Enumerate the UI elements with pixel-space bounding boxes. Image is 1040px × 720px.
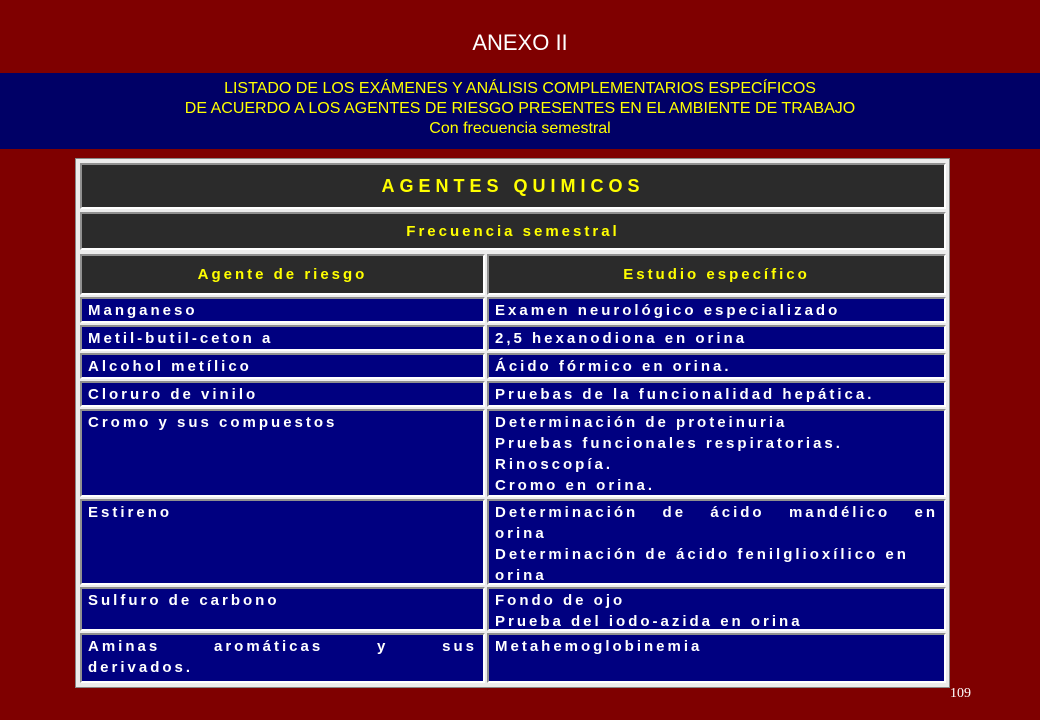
study-text: Determinación de proteinuria [495,414,788,431]
study-text: Metahemoglobinemia [495,638,703,655]
table-row-study [487,297,946,323]
study-text: Prueba del iodo-azida en orina [495,613,803,630]
agent-text: Sulfuro de carbono [88,592,280,609]
table-row-agent [80,297,485,323]
agent-text: Metil-butil-ceton a [88,330,274,347]
study-text: Cromo en orina. [495,477,656,494]
subtitle-line-1: LISTADO DE LOS EXÁMENES Y ANÁLISIS COMPLEMENTARIOS ESPECÍFICOS [224,80,816,97]
study-text: Examen neurológico especializado [495,302,841,319]
column-header-study: Estudio específico [487,254,946,295]
table-row-study [487,353,946,379]
chemical-agents-table [75,158,950,688]
table-row-agent [80,587,485,631]
page-number: 109 [950,686,971,701]
column-header-agent: Agente de riesgo [80,254,485,295]
table-row-agent [80,409,485,497]
agent-text: Aminas aromáticas y sus [88,638,477,655]
table-title: AGENTES QUIMICOS [80,163,946,209]
table-row-agent [80,325,485,351]
agent-text: Alcohol metílico [88,358,252,375]
table-row-study [487,587,946,631]
study-text: Pruebas de la funcionalidad hepática. [495,386,875,403]
subtitle-line-2: DE ACUERDO A LOS AGENTES DE RIESGO PRESENTES EN EL AMBIENTE DE TRABAJO [184,100,856,117]
subtitle-banner [0,73,1040,149]
agent-text: Estireno [88,504,173,521]
study-text: Pruebas funcionales respiratorias. [495,435,843,452]
table-row-agent [80,499,485,585]
study-text: Determinación de ácido fenilglioxílico en [495,546,909,563]
table-row-agent [80,381,485,407]
frequency-header: Frecuencia semestral [80,212,946,250]
table-row-agent [80,353,485,379]
agent-text: Cloruro de vinilo [88,386,259,403]
study-text: 2,5 hexanodiona en orina [495,330,748,347]
study-text: Ácido fórmico en orina. [495,358,732,375]
agent-text: Manganeso [88,302,198,319]
slide-title: ANEXO II [472,30,568,55]
table-row-study [487,499,946,585]
study-text: orina [495,525,547,542]
table-row-study [487,325,946,351]
agent-text: derivados. [88,659,194,676]
study-text: Determinación de ácido mandélico en [495,504,938,521]
subtitle-line-3: Con frecuencia semestral [429,120,611,137]
table-row-agent [80,633,485,683]
study-text: orina [495,567,547,584]
table-row-study [487,381,946,407]
table-row-study [487,409,946,497]
agent-text: Cromo y sus compuestos [88,414,338,431]
study-text: Rinoscopía. [495,456,614,473]
study-text: Fondo de ojo [495,592,626,609]
table-row-study [487,633,946,683]
